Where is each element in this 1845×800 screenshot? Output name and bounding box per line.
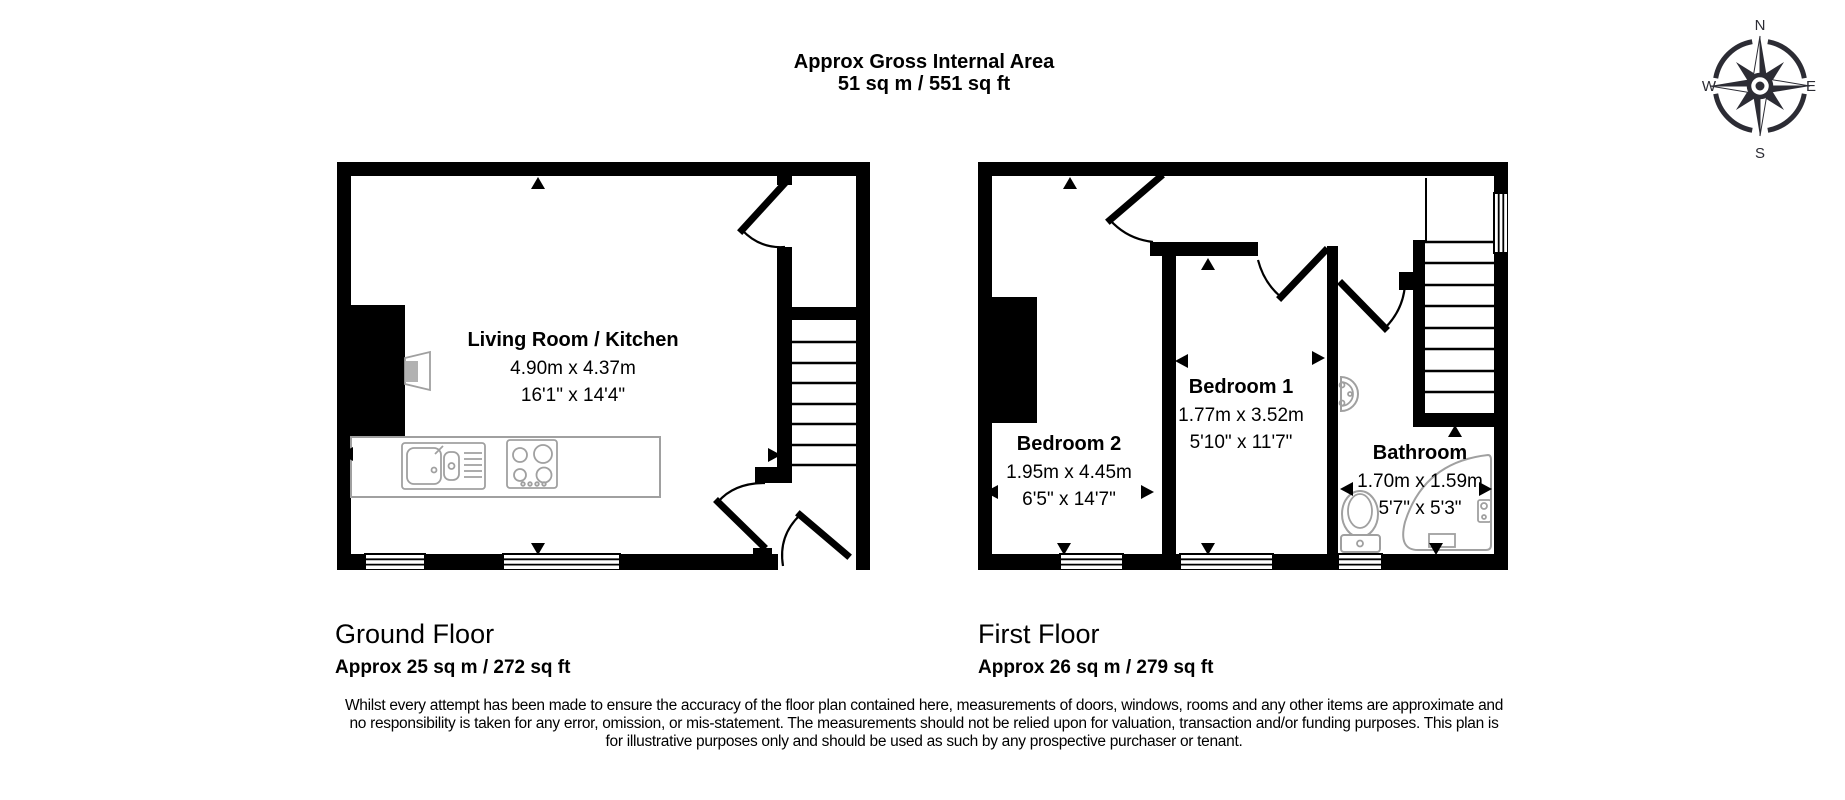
floor-area: Approx 25 sq m / 272 sq ft bbox=[335, 657, 571, 678]
room-dim-imperial: 6'5" x 14'7" bbox=[1022, 489, 1116, 510]
compass-west-label: W bbox=[1701, 78, 1717, 95]
room-label-bathroom bbox=[1357, 442, 1483, 522]
kitchen-counter bbox=[351, 437, 660, 497]
compass-east-label: E bbox=[1805, 78, 1817, 95]
window bbox=[503, 554, 620, 570]
compass-rose-icon bbox=[1695, 6, 1825, 166]
room-dim-metric: 1.77m x 3.52m bbox=[1178, 405, 1304, 426]
window bbox=[1060, 554, 1123, 570]
floor-name: First Floor bbox=[978, 619, 1100, 649]
floor-name: Ground Floor bbox=[335, 619, 495, 649]
room-name: Bedroom 1 bbox=[1188, 376, 1294, 398]
staircase-icon bbox=[1425, 242, 1494, 392]
room-dim-metric: 1.95m x 4.45m bbox=[1006, 462, 1132, 483]
door-swing-arc bbox=[1385, 285, 1405, 328]
staircase-icon bbox=[792, 342, 856, 465]
stove-icon bbox=[405, 352, 430, 390]
measure-arrow-right-icon bbox=[1141, 485, 1154, 499]
measure-arrow-left-icon bbox=[1175, 354, 1188, 368]
room-dim-metric: 4.90m x 4.37m bbox=[510, 358, 636, 379]
measure-arrow-up-icon bbox=[531, 177, 545, 189]
window bbox=[1180, 554, 1273, 570]
door-swing-arc bbox=[718, 483, 765, 502]
measure-arrow-up-icon bbox=[1063, 177, 1077, 189]
door-swing-arc bbox=[742, 230, 785, 247]
door-leaf bbox=[1342, 284, 1385, 328]
door-leaf bbox=[1110, 177, 1160, 220]
window bbox=[1338, 554, 1382, 570]
room-dim-imperial: 5'10" x 11'7" bbox=[1189, 432, 1293, 453]
measure-arrow-left-icon bbox=[1340, 482, 1353, 496]
door-leaf bbox=[742, 183, 785, 230]
room-name: Bathroom bbox=[1372, 442, 1468, 464]
compass-south-label: S bbox=[1754, 145, 1766, 162]
floor-area: Approx 26 sq m / 279 sq ft bbox=[978, 657, 1214, 678]
chimney-breast bbox=[992, 297, 1037, 423]
room-label-bedroom-1 bbox=[1178, 376, 1304, 456]
room-dim-imperial: 5'7" x 5'3" bbox=[1378, 498, 1462, 519]
gross-area-title: Approx Gross Internal Area bbox=[793, 51, 1055, 73]
window bbox=[1494, 193, 1508, 253]
room-dim-metric: 1.70m x 1.59m bbox=[1357, 471, 1483, 492]
room-label-bedroom-2 bbox=[1006, 433, 1132, 513]
door-swing-arc bbox=[782, 515, 800, 566]
measure-arrow-right-icon bbox=[1312, 351, 1325, 365]
first-floor-label bbox=[978, 619, 1213, 679]
room-name: Bedroom 2 bbox=[1016, 433, 1122, 455]
room-label-living-room-kitchen bbox=[467, 329, 678, 409]
ground-floor-label bbox=[335, 619, 570, 679]
measure-arrow-up-icon bbox=[1201, 258, 1215, 270]
door-leaf bbox=[718, 502, 763, 546]
room-dim-imperial: 16'1" x 14'4" bbox=[520, 385, 626, 406]
page-title bbox=[794, 51, 1054, 95]
door-leaf bbox=[1281, 251, 1325, 297]
door-swing-arc bbox=[1110, 220, 1153, 242]
basin-icon bbox=[1340, 377, 1359, 411]
door-swing-arc bbox=[1258, 260, 1281, 297]
compass-north-label: N bbox=[1754, 17, 1766, 34]
door-leaf bbox=[800, 515, 847, 555]
room-name: Living Room / Kitchen bbox=[467, 329, 679, 351]
gross-area-value: 51 sq m / 551 sq ft bbox=[837, 73, 1011, 95]
disclaimer-text: Whilst every attempt has been made to ensure the accuracy of the floor plan contained here, measurements of doors, windows, rooms and any other items are approximate and no responsibility is taken for any error, omission, or mis-statement. The measurements should not be relied upon for valuation, transaction and/or funding purposes. This plan is for illustrative purposes only and should be used as such by any prospective purchaser or tenant. bbox=[344, 697, 1504, 750]
window bbox=[365, 554, 425, 570]
chimney-breast bbox=[351, 305, 405, 437]
